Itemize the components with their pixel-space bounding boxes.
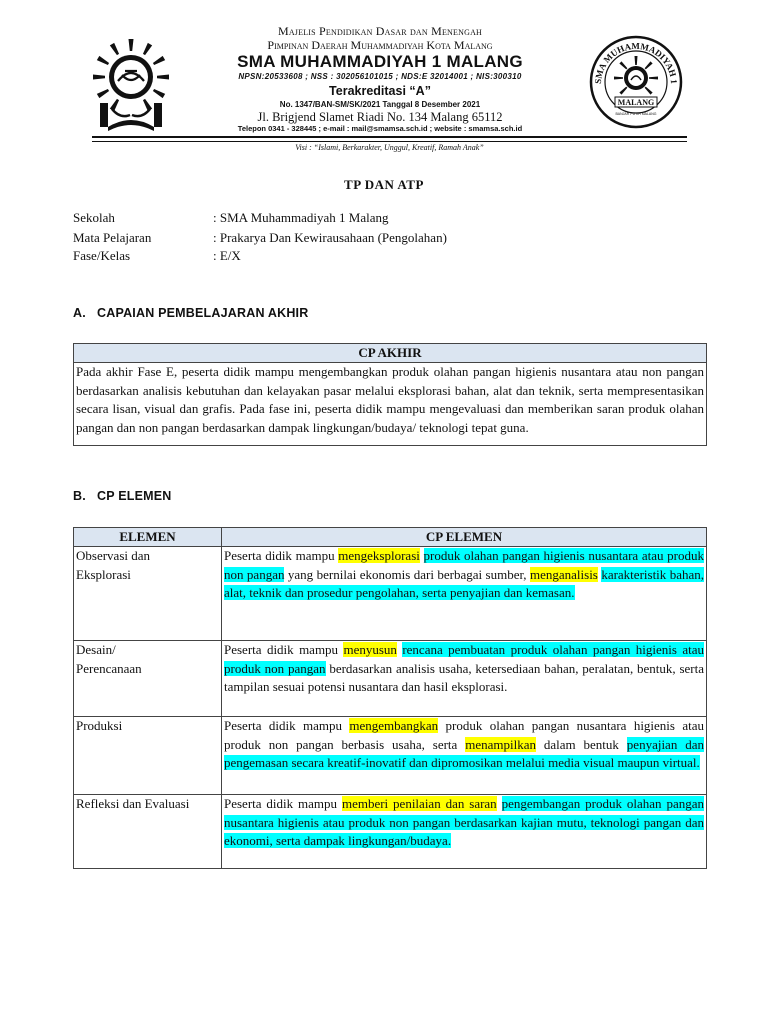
section-number: A.	[73, 306, 86, 320]
header-divider-thick	[92, 136, 687, 138]
highlighted-verb: mengembangkan	[349, 718, 439, 733]
highlighted-verb: menganalisis	[529, 566, 598, 582]
header-school-ids: NPSN:20533608 ; NSS : 302056101015 ; NDS:E 32014001 ; NIS:300310	[238, 72, 522, 81]
header-divider-thin	[92, 141, 687, 142]
text-segment: berdasarkan analisis usaha, ketersediaan bahan, peralatan, bentuk, serta tampilan sesuai potensi nusantara dan hasil eksplorasi.	[224, 660, 704, 694]
header-majelis: Majelis Pendidikan Dasar dan Menengah	[277, 24, 483, 38]
table-row	[74, 547, 707, 641]
highlighted-content: pengembangan produk olahan pangan nusantara higienis atau produk non pangan berdasarkan kajian mutu, teknologi pangan dan ekonomi, serta dampak lingkungan/budaya.	[224, 796, 704, 848]
elemen-line: Eksplorasi	[76, 566, 131, 582]
text-segment	[420, 548, 424, 563]
header-visi: Visi : “Islami, Berkarakter, Unggul, Kreatif, Ramah Anak”	[295, 143, 484, 152]
elemen-line: Refleksi dan Evaluasi	[76, 796, 190, 811]
table-row	[74, 641, 707, 717]
seal-motto-text: BANJAR PUTIH MALANG	[615, 112, 657, 116]
seal-top-text: SMA MUHAMMADIYAH 1	[592, 40, 680, 85]
info-value: : E/X	[213, 248, 241, 263]
school-seal-logo	[587, 34, 685, 130]
elemen-line: Observasi dan	[76, 548, 151, 563]
header-accreditation-number: No. 1347/BAN-SM/SK/2021 Tanggal 8 Desember 2021	[279, 100, 481, 109]
muhammadiyah-logo	[92, 35, 170, 135]
column-header-cp-elemen: CP ELEMEN	[222, 528, 707, 547]
cp-elemen-cell	[222, 641, 707, 717]
elemen-cell	[74, 641, 222, 717]
text-segment	[497, 796, 502, 811]
highlighted-content: produk olahan pangan higienis nusantara atau produk non pangan	[224, 548, 705, 582]
seal-bottom-text: MALANG	[617, 98, 655, 107]
header-school-name: SMA MUHAMMADIYAH 1 MALANG	[237, 52, 523, 71]
section-b-heading	[73, 489, 172, 503]
table-row	[74, 795, 707, 869]
header-pimpinan: Pimpinan Daerah Muhammadiyah Kota Malang	[267, 38, 493, 52]
text-segment: Peserta didik mampu	[224, 718, 350, 733]
info-label: Fase/Kelas	[73, 248, 131, 263]
highlighted-content: rencana pembuatan produk olahan pangan higienis atau produk non pangan	[224, 642, 705, 676]
info-label: Sekolah	[73, 210, 115, 225]
highlighted-content: penyajian dan pengemasan secara kreatif-inovatif dan dipromosikan melalui media visual maupun virtual.	[224, 736, 704, 770]
document-title: TP DAN ATP	[344, 177, 424, 192]
text-segment: Peserta didik mampu	[224, 796, 342, 811]
highlighted-content: karakteristik bahan, alat, teknik dan prosedur pengolahan, serta penyajian dan kemasan.	[224, 566, 705, 600]
cp-elemen-cell	[222, 547, 707, 641]
cp-elemen-cell	[222, 795, 707, 869]
elemen-cell	[74, 547, 222, 641]
elemen-cell	[74, 795, 222, 869]
header-accreditation: Terakreditasi “A”	[329, 84, 431, 98]
cp-elemen-cell	[222, 717, 707, 795]
header-address: Jl. Brigjend Slamet Riadi No. 134 Malang 65112	[257, 110, 503, 124]
info-value: : Prakarya Dan Kewirausahaan (Pengolahan)	[213, 230, 447, 245]
column-header-elemen: ELEMEN	[74, 528, 222, 547]
info-value: : SMA Muhammadiyah 1 Malang	[213, 210, 389, 225]
table-row	[74, 717, 707, 795]
section-title: CAPAIAN PEMBELAJARAN AKHIR	[97, 306, 309, 320]
section-number: B.	[73, 489, 86, 503]
cp-akhir-text: Pada akhir Fase E, peserta didik mampu mengembangkan produk olahan pangan higienis nusantara atau non pangan berdasarkan analisis kebutuhan dan kelayakan pasar melalui eksplorasi bahan, alat dan teknik, serta mempresentasikan secara lisan, visual dan grafis. Pada fase ini, peserta didik mampu mengevaluasi dan memberikan saran produk olahan pangan dan non pangan berdasarkan dampak lingkungan/budaya/ teknologi tepat guna.	[74, 363, 707, 446]
text-segment: Peserta didik mampu	[224, 642, 344, 657]
elemen-cell	[74, 717, 222, 795]
section-a-heading	[73, 306, 308, 320]
text-segment: dalam bentuk	[535, 736, 627, 752]
elemen-line: Produksi	[76, 718, 123, 733]
info-label: Mata Pelajaran	[73, 230, 152, 245]
elemen-line: Desain/	[76, 642, 116, 657]
text-segment: yang bernilai ekonomis dari berbagai sumber,	[284, 566, 530, 582]
highlighted-verb: mengeksplorasi	[338, 548, 420, 563]
text-segment: Peserta didik mampu	[224, 548, 339, 563]
header-contact: Telepon 0341 - 328445 ; e-mail : mail@smamsa.sch.id ; website : smamsa.sch.id	[237, 124, 523, 133]
elemen-line: Perencanaan	[76, 660, 142, 676]
cp-akhir-table	[73, 343, 707, 446]
highlighted-verb: memberi penilaian dan saran	[341, 796, 497, 811]
cp-akhir-header: CP AKHIR	[74, 344, 707, 363]
highlighted-verb: menampilkan	[465, 736, 536, 752]
section-title: CP ELEMEN	[97, 489, 172, 503]
highlighted-verb: menyusun	[343, 642, 397, 657]
cp-elemen-table	[73, 527, 707, 869]
text-segment: produk olahan pangan nusantara higienis atau produk non pangan berbasis usaha, serta	[224, 718, 704, 752]
